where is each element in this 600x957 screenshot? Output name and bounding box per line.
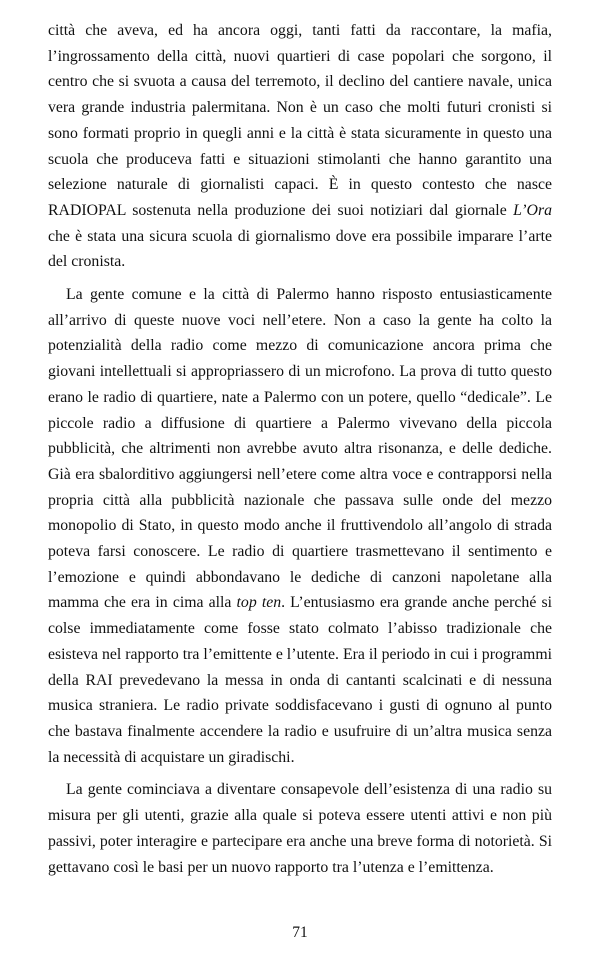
paragraph-1 xyxy=(48,18,552,275)
paragraph-3-text: La gente cominciava a diventare consapevole dell’esistenza di una radio su misura per gli utenti, grazie alla quale si poteva essere utenti attivi e non più passivi, poter interagire e partecipare era anche una breve forma di notorietà. Si gettavano così le basi per un nuovo rapporto tra l’utenza e l’emittenza. xyxy=(48,781,552,876)
top-ten-emphasis: top ten xyxy=(236,594,282,612)
newspaper-title: L’Ora xyxy=(513,201,552,219)
paragraph-1-text-a: città che aveva, ed ha ancora oggi, tanti fatti da raccontare, la mafia, l’ingrossamento della città, nuovi quartieri di case popolari che sorgono, il centro che si svuota a causa del terremoto, il declino del cantiere navale, unica vera grande industria palermitana. Non è un caso che molti futuri cronisti si sono formati proprio in quegli anni e la città è stata sicuramente in questo una scuola che produceva fatti e situazioni stimolanti che hanno garantito una selezione naturale di giornalisti capaci. È in questo contesto che nasce RADIOPAL sostenuta nella produzione dei suoi notiziari dal giornale xyxy=(48,22,552,219)
page-number: 71 xyxy=(292,924,308,941)
paragraph-1-text-b: che è stata una sicura scuola di giornalismo dove era possibile imparare l’arte del cronista. xyxy=(48,227,552,271)
paragraph-2-text-b: . L’entusiasmo era grande anche perché si colse immediatamente come fosse stato colmato l’abisso tradizionale che esisteva nel rapporto tra l’emittente e l’utente. Era il periodo in cui i programmi della RAI prevedevano la messa in onda di cantanti scalcinati e di nessuna musica straniera. Le radio private soddisfacevano i gusti di ognuno al punto che bastava finalmente accendere la radio e usufruire di un’altra musica senza la necessità di acquistare un giradischi. xyxy=(48,594,552,766)
paragraph-2-text-a: La gente comune e la città di Palermo hanno risposto entusiasticamente all’arrivo di queste nuove voci nell’etere. Non a caso la gente ha colto la potenzialità della radio come mezzo di comunicazione ancora prima che giovani intellettuali si appropriassero di un microfono. La prova di tutto questo erano le radio di quartiere, nate a Palermo con un potere, quello “dedicale”. Le piccole radio a diffusione di quartiere a Palermo vivevano della piccola pubblicità, che altrimenti non avrebbe avuto altra risonanza, e delle dediche. Già era sbalorditivo aggiungersi nell’etere come altra voce e contrapporsi nella propria città alla pubblicità nazionale che passava sulle onde del mezzo monopolio di Stato, in questo modo anche il fruttivendolo all’angolo di strada poteva farsi conoscere. Le radio di quartiere trasmettevano il sentimento e l’emozione e quindi abbondavano le dediche di canzoni napoletane alla mamma che era in cima alla xyxy=(48,286,552,612)
paragraph-3 xyxy=(48,777,552,880)
paragraph-2 xyxy=(48,282,552,770)
body-text xyxy=(48,18,552,880)
